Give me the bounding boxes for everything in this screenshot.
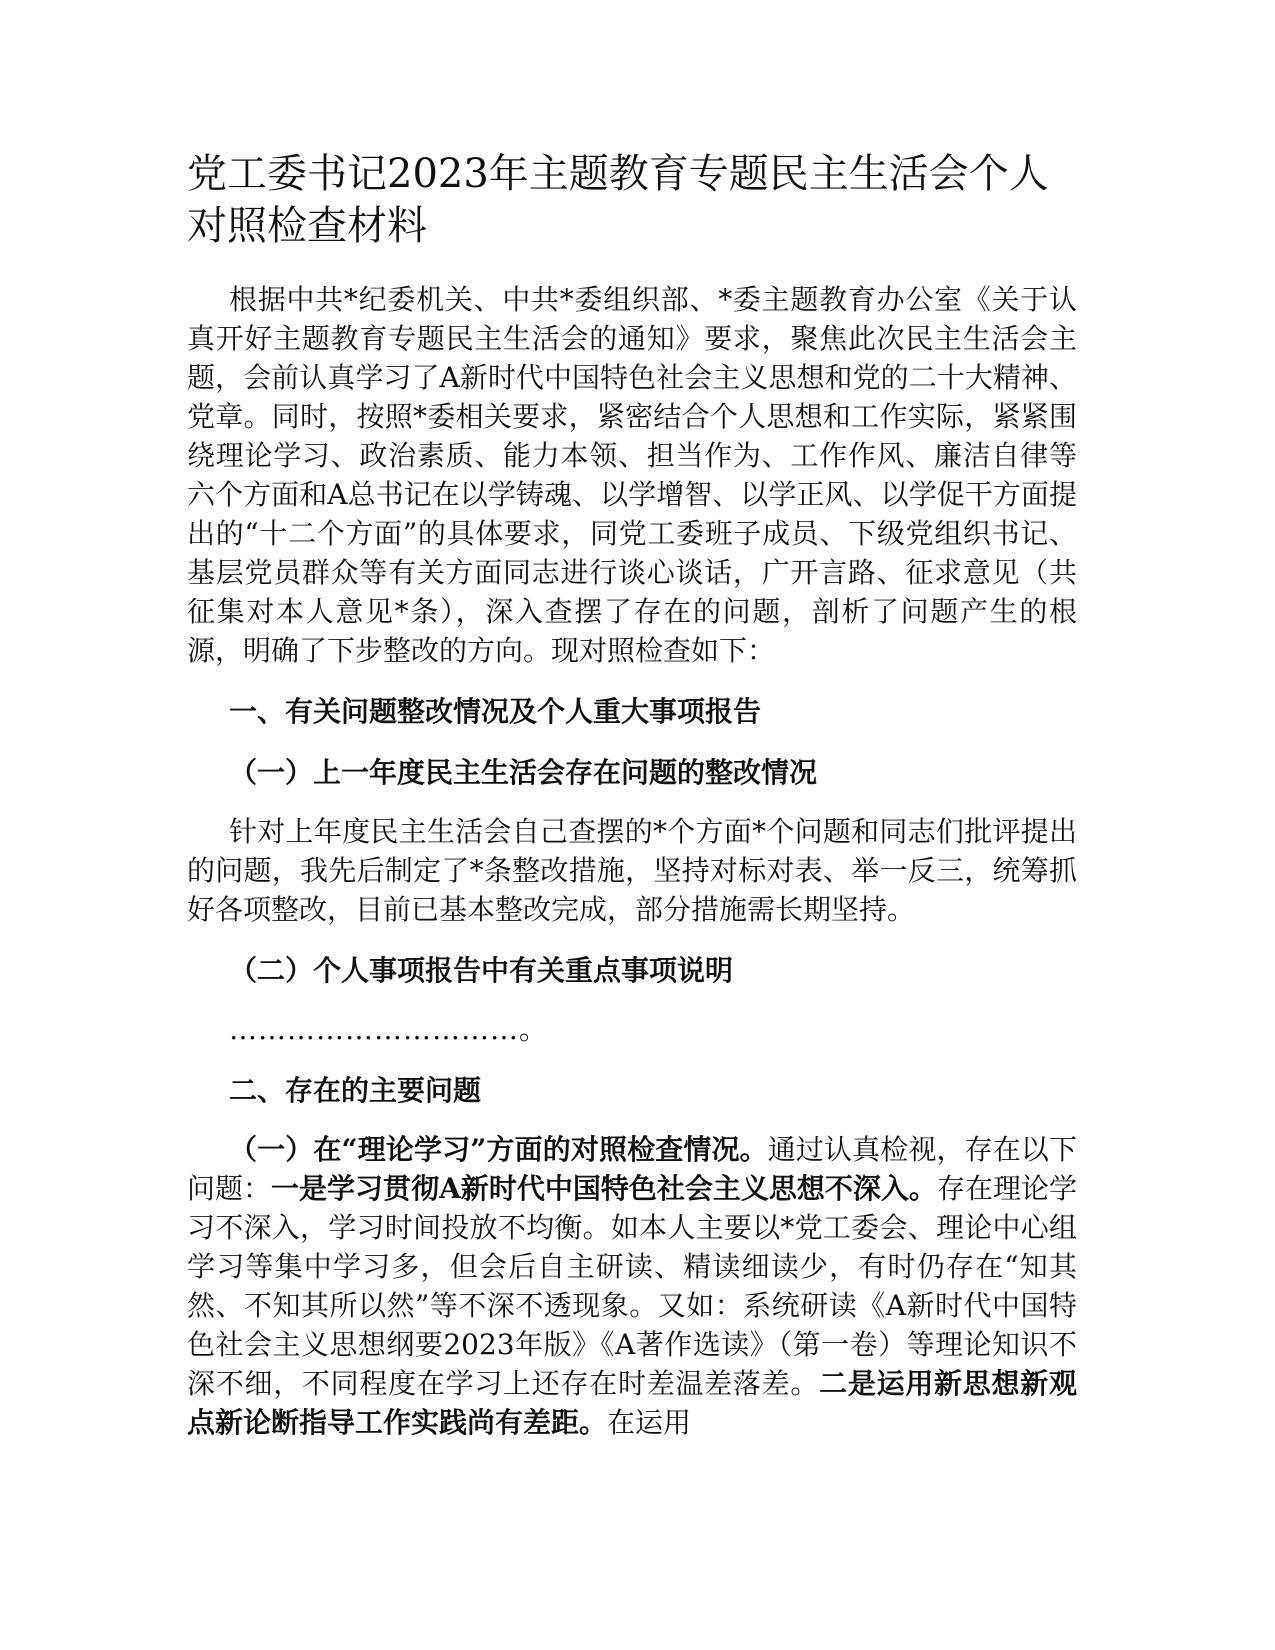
subsection-lead-2-1: （一）在“理论学习”方面的对照检查情况。	[229, 1133, 768, 1166]
subsection-paragraph-2-1	[187, 1130, 1077, 1442]
paragraph-text: 通过认真检视，存在以下问题：	[187, 1133, 1077, 1205]
placeholder-ellipsis: …………………………。	[229, 1013, 549, 1046]
subsection-heading-1-2: （二）个人事项报告中有关重点事项说明	[229, 954, 734, 987]
point-1-text: 存在理论学习不深入，学习时间投放不均衡。如本人主要以*党工委会、理论中心组学习等集中学习多，但会后自主研读、精读细读少，有时仍存在“知其然、不知其所以然”等不深不透现象。又如：系统研读《A新时代中国特色社会主义思想纲要2023年版》《A著作选读》（第一卷）等理论知识不深不细，不同程度在学习上还存在时差温差落差。	[187, 1172, 1077, 1400]
point-2-heading: 二是运用新思想新观点新论断指导工作实践尚有差距。	[187, 1367, 1077, 1439]
point-2-text: 在运用	[607, 1406, 692, 1439]
subsection-heading-1-1: （一）上一年度民主生活会存在问题的整改情况	[229, 756, 818, 789]
intro-paragraph: 根据中共*纪委机关、中共*委组织部、*委主题教育办公室《关于认真开好主题教育专题民主生活会的通知》要求，聚焦此次民主生活会主题，会前认真学习了A新时代中国特色社会主义思想和党的二十大精神、党章。同时，按照*委相关要求，紧密结合个人思想和工作实际，紧紧围绕理论学习、政治素质、能力本领、担当作为、工作作风、廉洁自律等六个方面和A总书记在以学铸魂、以学增智、以学正风、以学促干方面提出的“十二个方面”的具体要求，同党工委班子成员、下级党组织书记、基层党员群众等有关方面同志进行谈心谈话，广开言路、征求意见（共征集对本人意见*条），深入查摆了存在的问题，剖析了问题产生的根源，明确了下步整改的方向。现对照检查如下：	[187, 283, 1077, 667]
point-1-heading: 一是学习贯彻A新时代中国特色社会主义思想不深入。	[271, 1172, 937, 1205]
subsection-paragraph-1-1: 针对上年度民主生活会自己查摆的*个方面*个问题和同志们批评提出的问题，我先后制定了*条整改措施，坚持对标对表、举一反三，统筹抓好各项整改，目前已基本整改完成，部分措施需长期坚持。	[187, 815, 1077, 926]
section-heading-1: 一、有关问题整改情况及个人重大事项报告	[229, 695, 762, 728]
document-page	[187, 148, 1077, 1442]
section-heading-2: 二、存在的主要问题	[229, 1074, 482, 1107]
document-title: 党工委书记2023年主题教育专题民主生活会个人对照检查材料	[187, 151, 1049, 249]
